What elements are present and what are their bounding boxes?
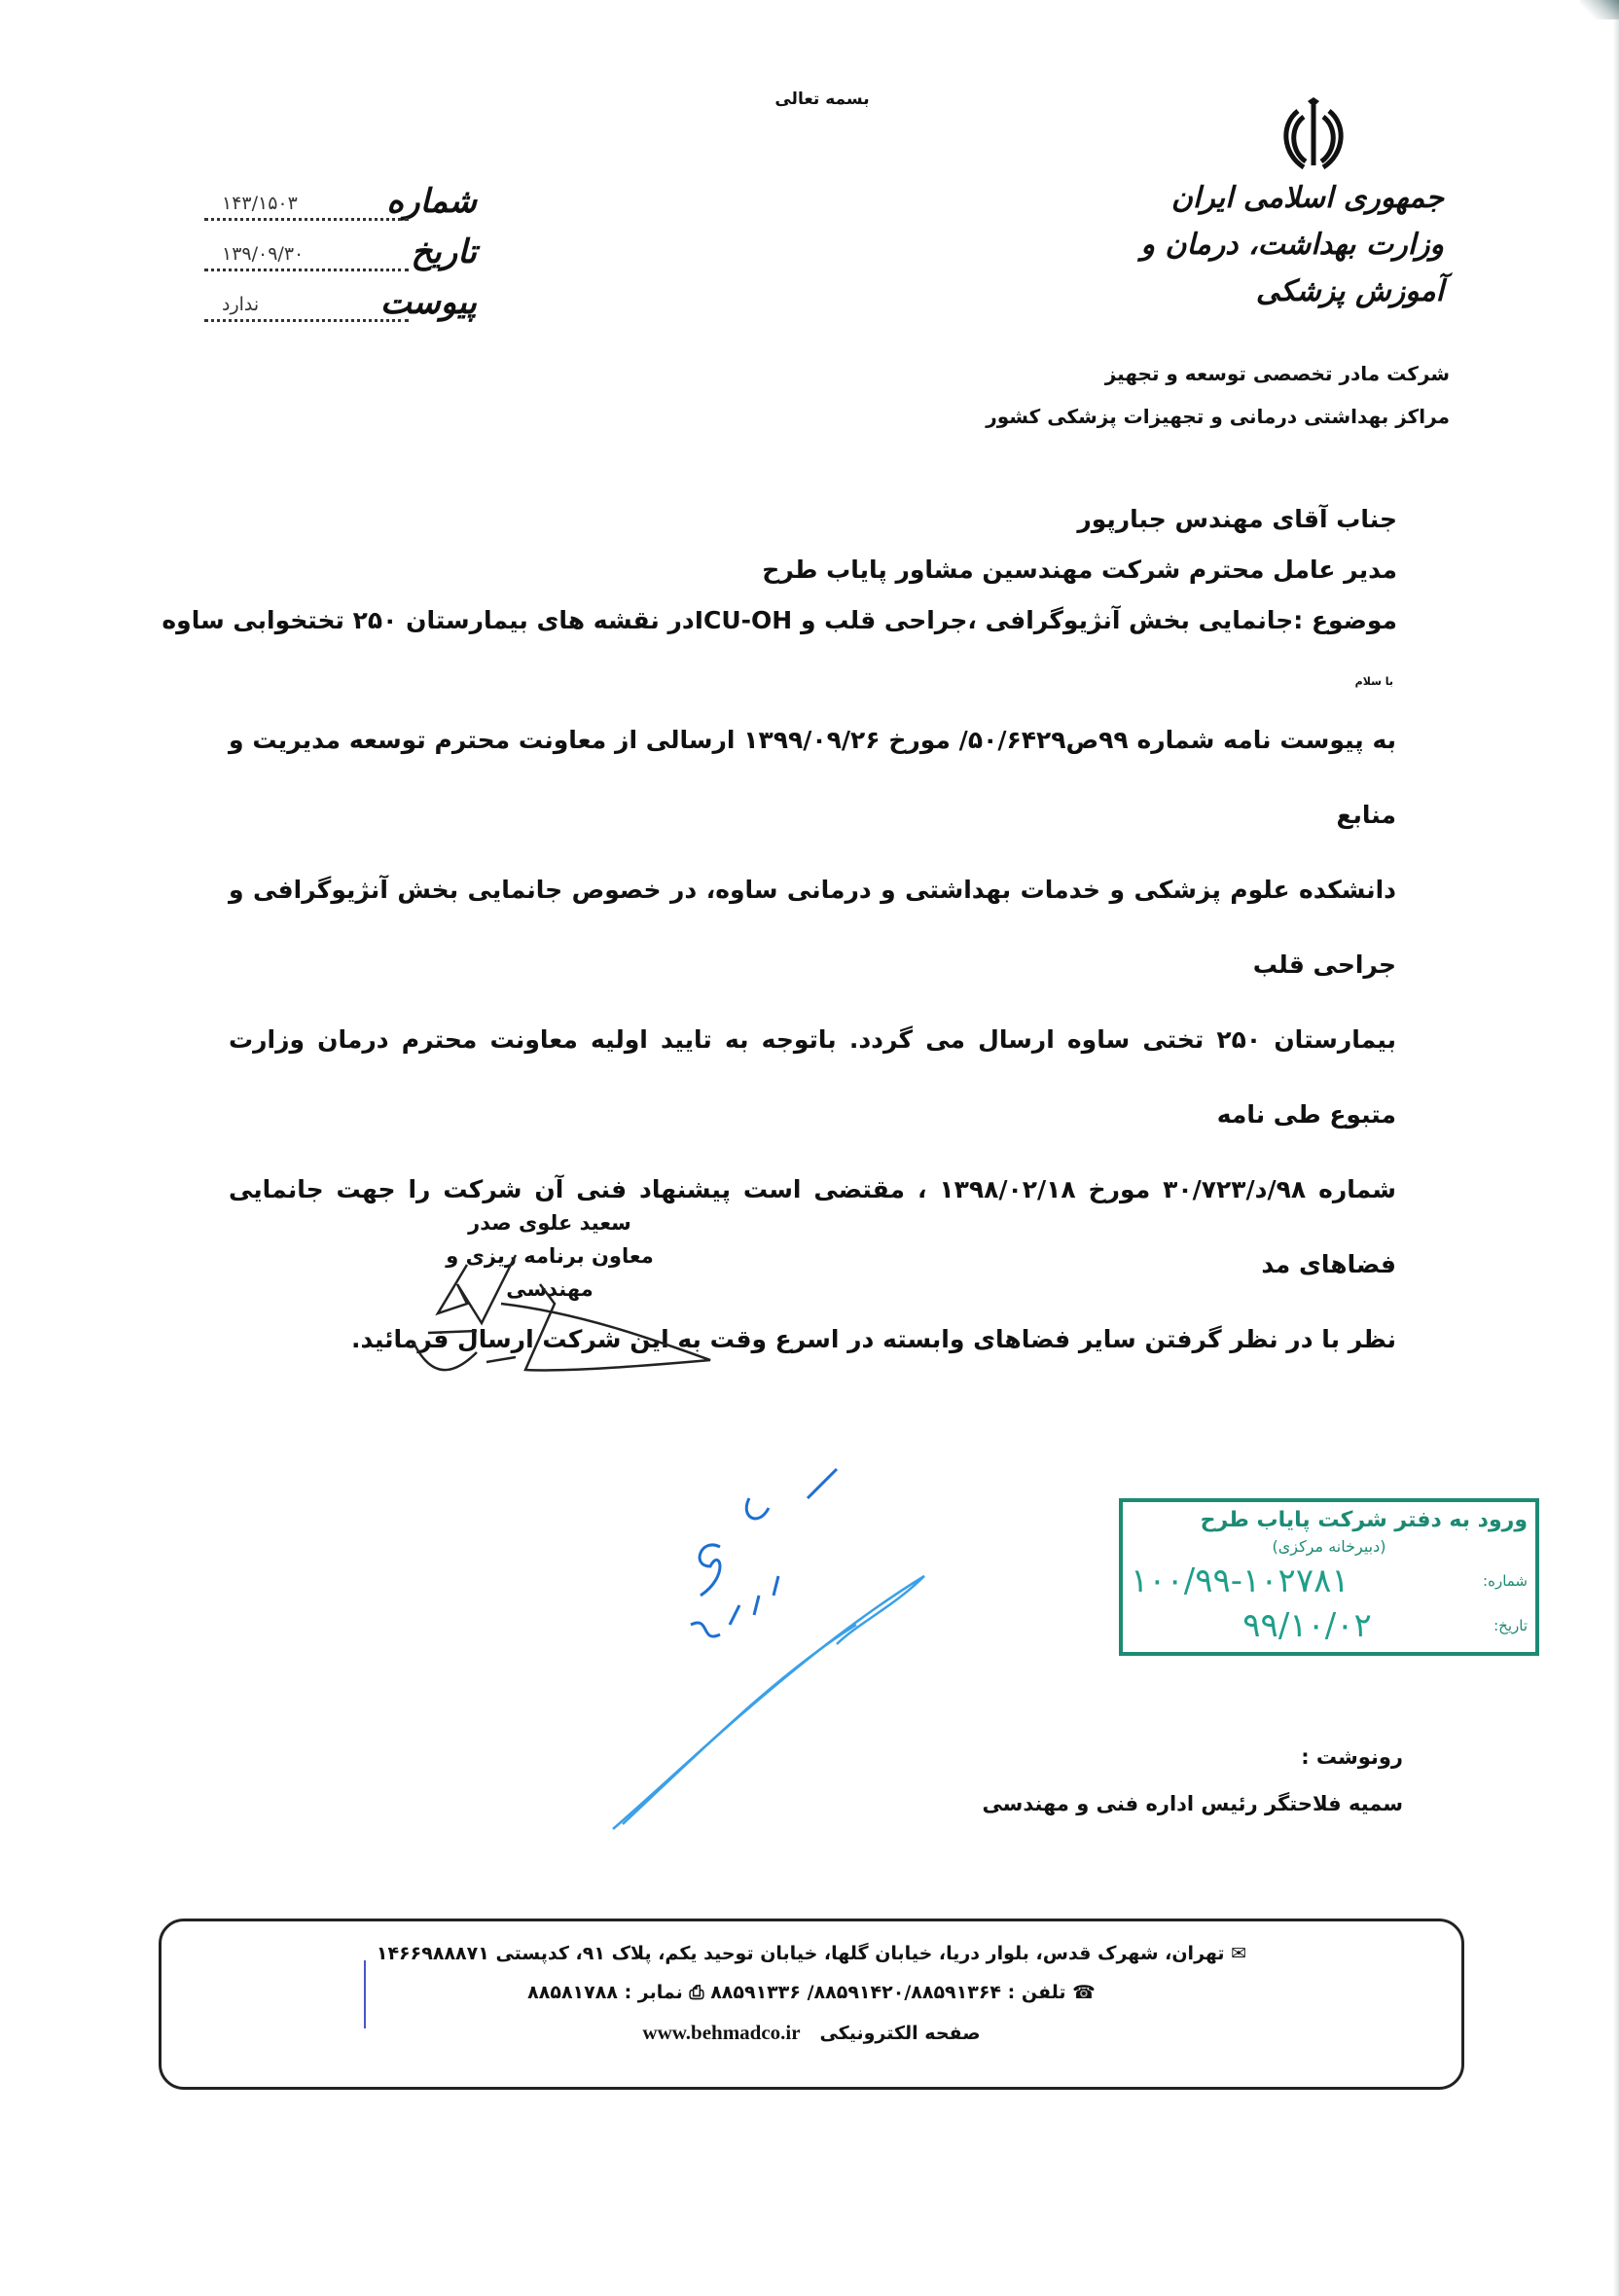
handwritten-note — [603, 1459, 934, 1839]
iran-emblem-icon — [1275, 97, 1352, 175]
letter-meta — [204, 170, 477, 322]
footer-website — [162, 2021, 1461, 2045]
ministry-line-1: جمهوری اسلامی ایران — [1170, 181, 1444, 215]
meta-number — [204, 170, 477, 221]
scan-corner-shadow — [1580, 0, 1619, 19]
bismillah: بسمه تعالی — [774, 90, 870, 109]
company-name — [986, 352, 1450, 438]
meta-date — [204, 221, 477, 271]
signer-title: معاون برنامه ریزی و مهندسی — [446, 1244, 654, 1301]
phone-numbers: ۸۸۵۹۱۴۲۰/۸۸۵۹۱۳۶۴/ ۸۸۵۹۱۳۳۶ — [710, 1982, 1002, 2003]
website-label: صفحه الکترونیکی — [819, 2023, 981, 2044]
subject: موضوع :جانمایی بخش آنژیوگرافی ،جراحی قلب و ICU-OHدر نقشه های بیمارستان ۲۵۰ تختخوابی ساوه — [162, 606, 1397, 634]
stamp-date-label: تاریخ: — [1493, 1617, 1528, 1634]
website-link[interactable]: www.behmadco.ir — [642, 2021, 801, 2044]
letter-body — [229, 702, 1396, 1377]
phone-icon: ☎ — [1065, 1982, 1096, 2003]
meta-value: ۱۴۳/۱۵۰۳ — [204, 193, 409, 221]
ministry-line-2: وزارت بهداشت، درمان و آموزش پزشکی — [1140, 228, 1444, 308]
stamp-date: ۹۹/۱۰/۰۲ — [1242, 1606, 1372, 1645]
body-line: دانشکده علوم پزشکی و خدمات بهداشتی و درمانی ساوه، در خصوص جانمایی بخش آنژیوگرافی و جراحی قلب — [229, 876, 1396, 979]
fax-label: نمابر : — [624, 1982, 683, 2003]
recipient-block — [162, 494, 1397, 646]
stamp-date-row — [1131, 1603, 1528, 1648]
phone-label: تلفن : — [1007, 1982, 1066, 2003]
meta-value: ندارد — [204, 294, 409, 322]
stamp-title: ورود به دفتر شرکت پایاب طرح — [1200, 1508, 1528, 1532]
body-line: بیمارستان ۲۵۰ تختی ساوه ارسال می گردد. باتوجه به تایید اولیه معاونت محترم درمان وزارت متبوع طی نامه — [229, 1025, 1396, 1129]
body-line: نظر با در نظر گرفتن سایر فضاهای وابسته در اسرع وقت به این شرکت ارسال فرمائید. — [351, 1325, 1396, 1353]
cc-recipient: سمیه فلاحتگر رئیس اداره فنی و مهندسی — [982, 1792, 1403, 1815]
body-line: به پیوست نامه شماره ۹۹ص۵۰/۶۴۲۹/ مورخ ۱۳۹۹/۰۹/۲۶ ارسالی از معاونت محترم توسعه مدیریت و منابع — [229, 726, 1396, 829]
recipient-name: جناب آقای مهندس جبارپور — [1077, 505, 1397, 533]
address-text: تهران، شهرک قدس، بلوار دریا، خیابان گلها، خیابان توحید یکم، پلاک ۹۱، کدپستی ۱۴۶۶۹۸۸۸۷۱ — [376, 1943, 1225, 1964]
meta-attachment — [204, 271, 477, 322]
fax-number: ۸۸۵۸۱۷۸۸ — [527, 1982, 618, 2003]
stamp-number-row — [1131, 1559, 1528, 1603]
greeting: با سلام — [1354, 675, 1393, 688]
meta-label: تاریخ — [411, 233, 477, 271]
stamp-number: ۱۰۰/۹۹-۱۰۲۷۸۱ — [1131, 1561, 1349, 1600]
signature — [409, 1245, 730, 1381]
body-line: شماره ۹۸/د/۳۰/۷۲۳ مورخ ۱۳۹۸/۰۲/۱۸ ، مقتضی است پیشنهاد فنی آن شرکت را جهت جانمایی فضاهای مد — [229, 1175, 1396, 1278]
receipt-stamp — [1119, 1498, 1539, 1656]
fax-icon: ⎙ — [682, 1982, 704, 2003]
stamp-number-label: شماره: — [1483, 1572, 1528, 1590]
cc-label: رونوشت : — [1301, 1745, 1403, 1769]
meta-value: ۱۳۹/۰۹/۳۰ — [204, 243, 409, 271]
meta-label: شماره — [386, 182, 477, 221]
envelope-icon: ✉ — [1224, 1943, 1247, 1964]
recipient-title: مدیر عامل محترم شرکت مهندسین مشاور پایاب طرح — [762, 556, 1397, 584]
footer-contacts — [162, 1982, 1461, 2003]
company-line-1: شرکت مادر تخصصی توسعه و تجهیز — [1104, 362, 1450, 385]
cc-block — [982, 1734, 1403, 1827]
ministry-logo-text — [1133, 175, 1444, 315]
footer-box — [159, 1919, 1464, 2090]
meta-label: پیوست — [379, 283, 477, 322]
scan-edge — [1613, 0, 1619, 2296]
stamp-subtitle: (دبیرخانه مرکزی) — [1272, 1537, 1386, 1556]
company-line-2: مراکز بهداشتی درمانی و تجهیزات پزشکی کشور — [986, 405, 1450, 428]
footer-address — [162, 1943, 1461, 1964]
signer-name: سعید علوی صدر — [468, 1211, 631, 1235]
